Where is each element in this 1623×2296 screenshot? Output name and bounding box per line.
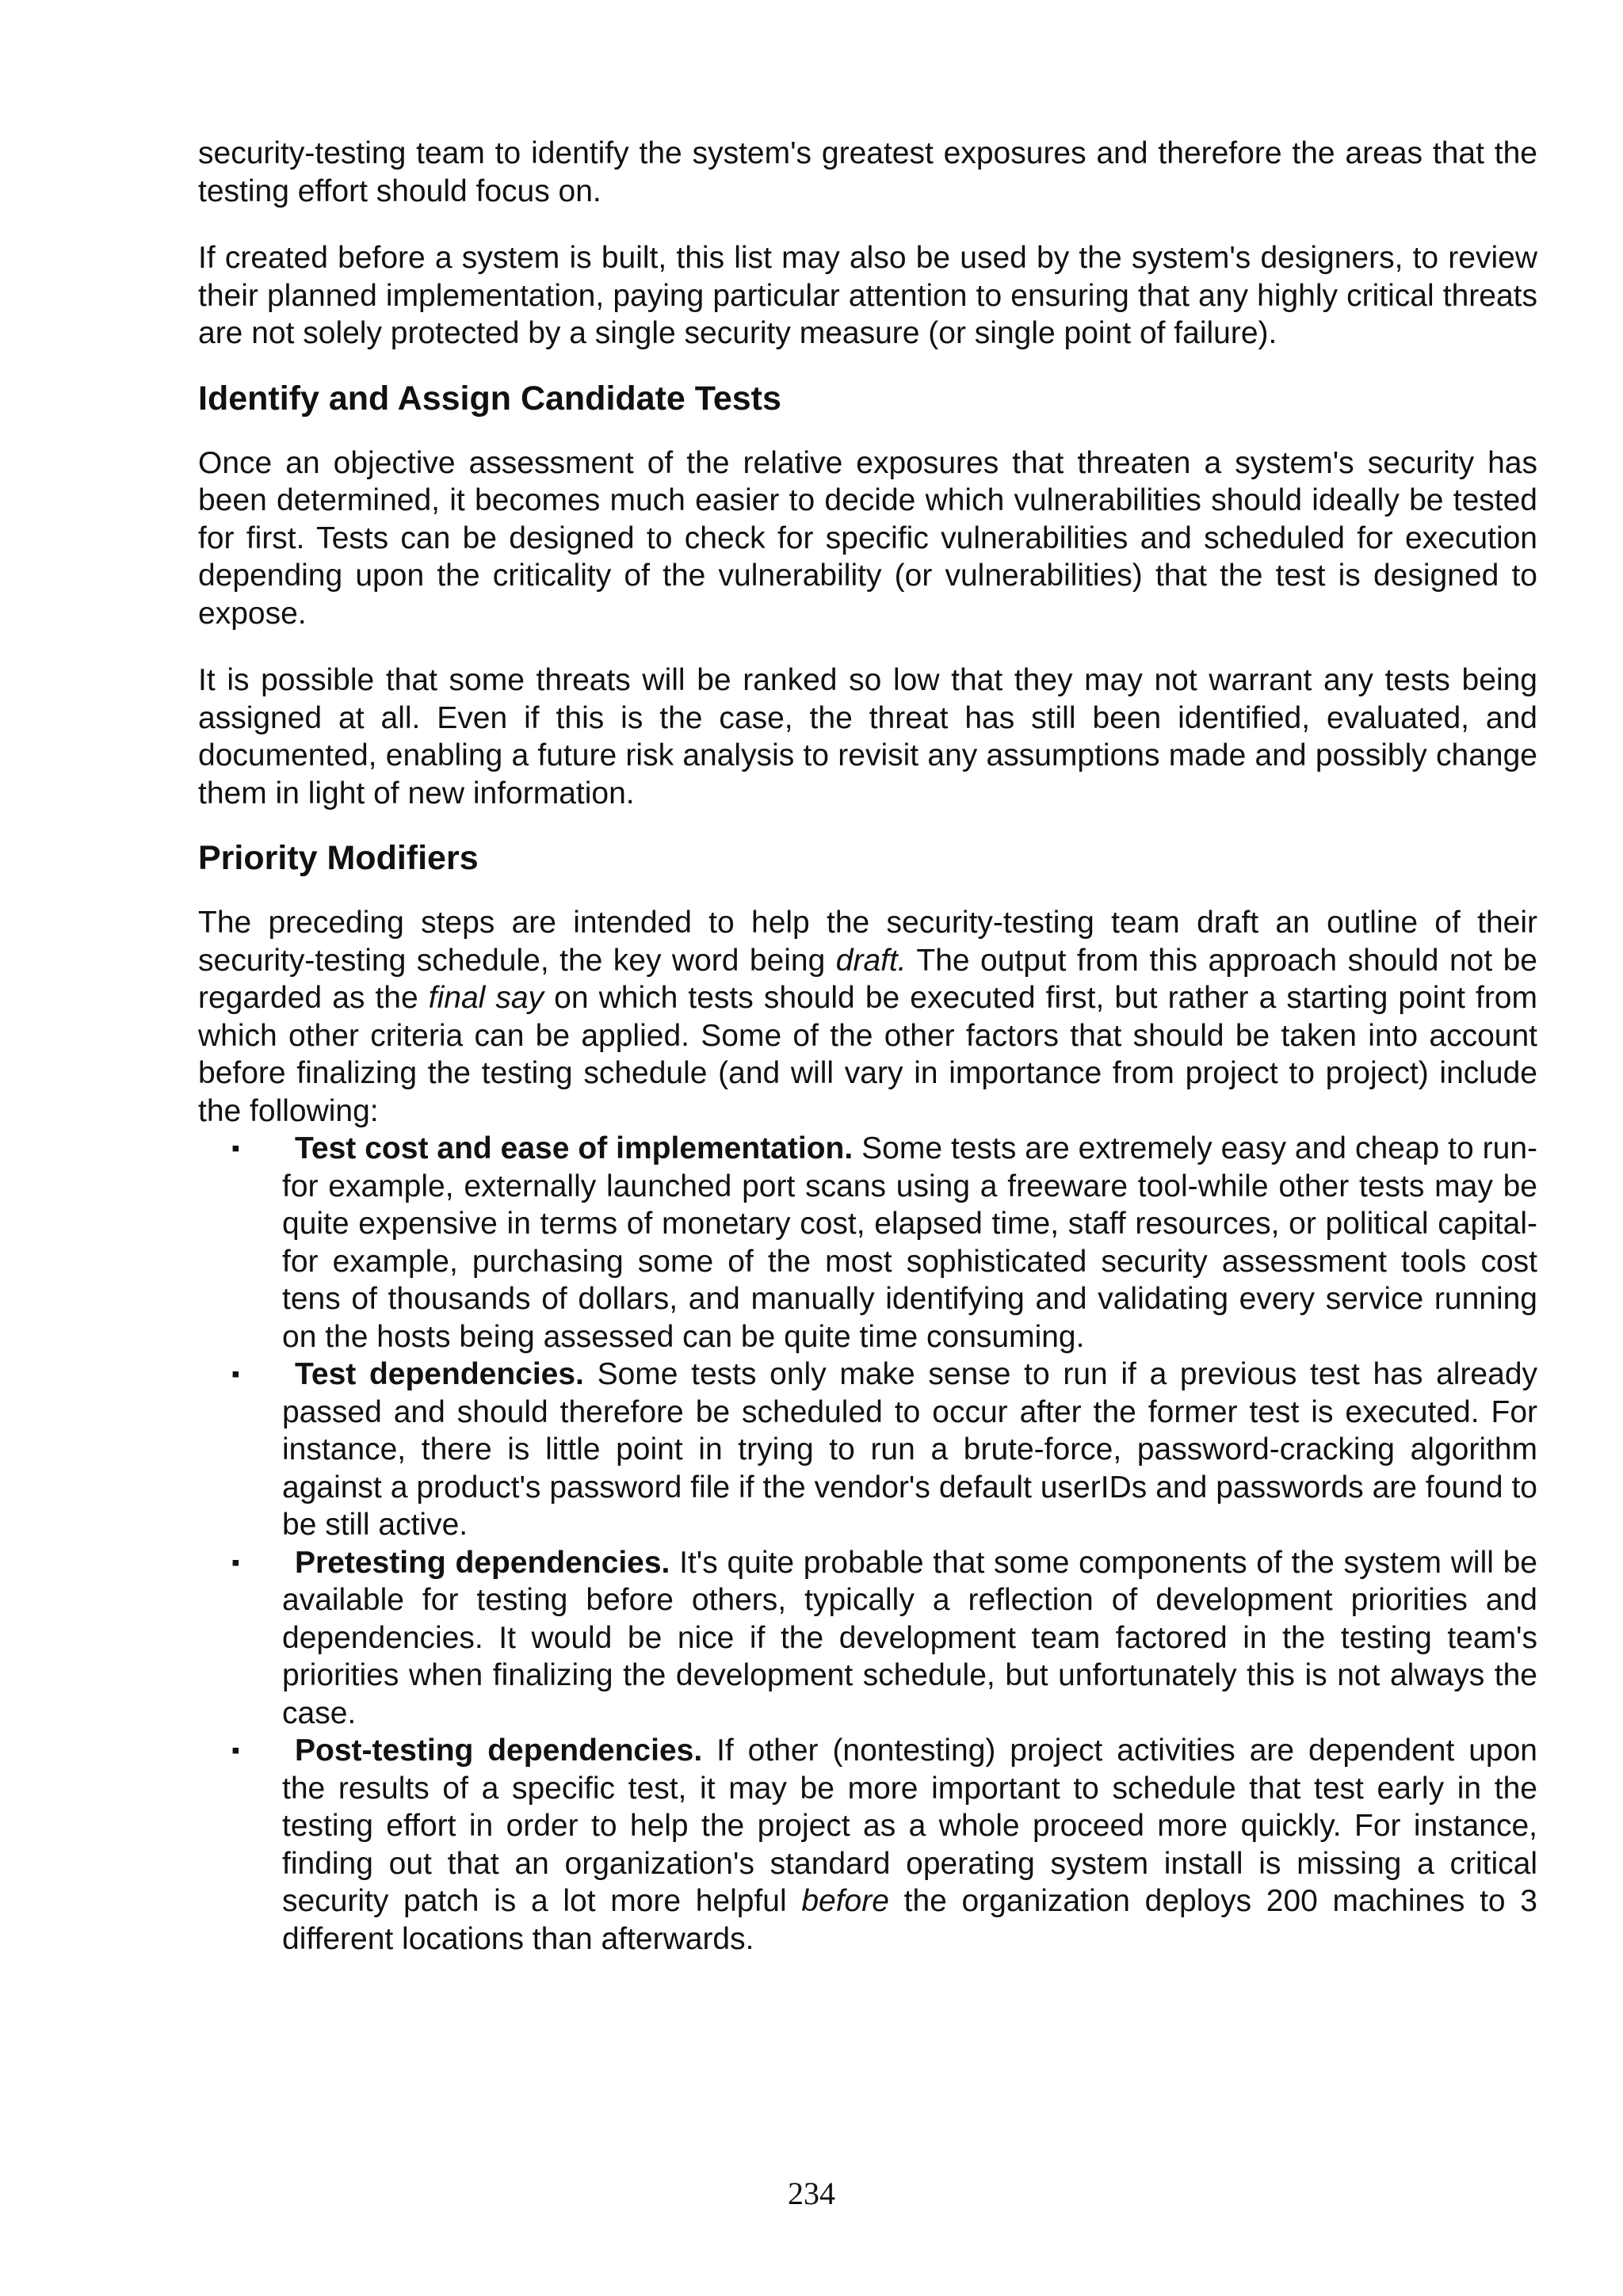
list-item-text: It's quite probable that some components of the system will be available for testing before others, typically a reflection of development priorities and dependencies. It would be nice if the development team factored in the testing team's priorities when finalizing the development schedule, but unfortunately this is not always the case. bbox=[282, 1545, 1537, 1730]
square-bullet-icon: ▪ bbox=[231, 1549, 240, 1576]
paragraph-preceding-steps bbox=[198, 904, 1537, 1130]
paragraph-exposures-continued: security-testing team to identify the system's greatest exposures and therefore the areas that the testing effort should focus on. bbox=[198, 136, 1537, 208]
heading-priority-modifiers: Priority Modifiers bbox=[198, 839, 479, 877]
list-item-text: the organization deploys 200 machines to 3 different locations than afterwards. bbox=[282, 1884, 1537, 1956]
text-fragment: on which tests should be executed first, but rather a starting point from which other criteria can be applied. Some of the other factors that should be taken into account before finalizing the testing schedule (and will vary in importance from project to project) include the following: bbox=[198, 981, 1537, 1128]
list-item-test-cost bbox=[198, 1130, 1537, 1356]
list-item-text: Some tests only make sense to run if a previous test has already passed and should therefore be scheduled to occur after the former test is executed. For instance, there is little point in trying to run a brute-force, password-cracking algorithm against a product's password file if the vendor's default userIDs and passwords are found to be still active. bbox=[282, 1357, 1538, 1542]
text-fragment: The preceding steps are intended to help the security-testing team draft an outline of their security-testing schedule, the key word being bbox=[198, 906, 1537, 978]
list-item-pretesting-dependencies bbox=[198, 1544, 1537, 1733]
list-item-lead: Test cost and ease of implementation. bbox=[295, 1131, 854, 1165]
emphasis-draft: draft. bbox=[835, 943, 907, 978]
paragraph-objective-assessment: Once an objective assessment of the relative exposures that threaten a system's security has been determined, it becomes much easier to decide which vulnerabilities should ideally be tested for first. Tests can be designed to check for specific vulnerabilities and scheduled for execution depending upon the criticality of the vulnerability (or vulnerabilities) that the test is designed to expose. bbox=[198, 445, 1537, 631]
priority-modifier-list bbox=[198, 1130, 1537, 1958]
page-content bbox=[198, 135, 1537, 1958]
square-bullet-icon: ▪ bbox=[231, 1737, 240, 1764]
paragraph-designers-review: If created before a system is built, this list may also be used by the system's designers, to review their planned implementation, paying particular attention to ensuring that any highly critical threats are not solely protected by a single security measure (or single point of failure). bbox=[198, 241, 1537, 350]
list-item-lead: Post-testing dependencies. bbox=[295, 1733, 703, 1768]
square-bullet-icon: ▪ bbox=[231, 1361, 240, 1387]
list-item-lead: Pretesting dependencies. bbox=[295, 1545, 670, 1580]
list-item-post-testing-dependencies bbox=[198, 1732, 1537, 1958]
list-item-test-dependencies bbox=[198, 1356, 1537, 1544]
page-number: 234 bbox=[788, 2176, 835, 2211]
list-item-lead: Test dependencies. bbox=[295, 1357, 584, 1391]
list-item-text: Some tests are extremely easy and cheap to run-for example, externally launched port scans using a freeware tool-while other tests may be quite expensive in terms of monetary cost, elapsed time, staff resources, or political capital-for example, purchasing some of the most sophisticated security assessment tools cost tens of thousands of dollars, and manually identifying and validating every service running on the hosts being assessed can be quite time consuming. bbox=[282, 1131, 1537, 1354]
heading-identify-assign-tests: Identify and Assign Candidate Tests bbox=[198, 379, 781, 418]
emphasis-final-say: final say bbox=[428, 981, 544, 1015]
list-item-text: If other (nontesting) project activities are dependent upon the results of a specific test, it may be more important to schedule that test early in the testing effort in order to help the project as a whole proceed more quickly. For instance, finding out that an organization's standard operating system install is missing a critical security patch is a lot more helpful bbox=[282, 1733, 1537, 1918]
text-fragment: The output from this approach should not be regarded as the bbox=[198, 943, 1537, 1015]
paragraph-low-ranked-threats: It is possible that some threats will be ranked so low that they may not warrant any tests being assigned at all. Even if this is the case, the threat has still been identified, evaluated, and documented, enabling a future risk analysis to revisit any assumptions made and possibly change them in light of new information. bbox=[198, 663, 1537, 810]
square-bullet-icon: ▪ bbox=[231, 1135, 240, 1161]
emphasis-before: before bbox=[801, 1884, 889, 1918]
